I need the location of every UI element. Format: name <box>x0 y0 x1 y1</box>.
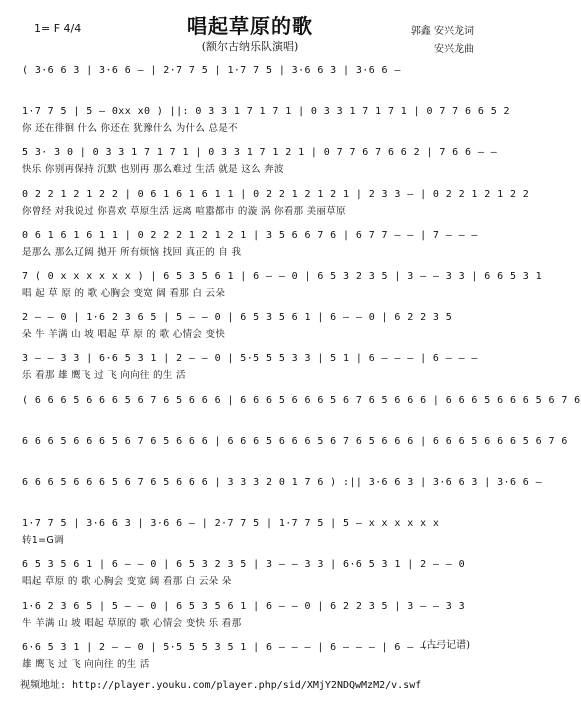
notation-line: ( 3·6 6 3 | 3·6 6 – | 2·7 7 5 | 1·7 7 5 | 3·6 6 3 | 3·6 6 – <box>22 65 401 76</box>
notation-line: 6 6 6 5 6 6 6 5 6 7 6 5 6 6 6 | 3 3 3 2 0 1 7 6 ) :|| 3·6 6 3 | 3·6 6 3 | 3·6 6 – <box>22 477 543 488</box>
lyric-line: 你曾经 对我说过 你喜欢 草原生活 远离 喧嚣都市 的漩 涡 你看那 美丽草原 <box>22 206 346 217</box>
notation-line: 1·6 2 3 6 5 | 5 – – 0 | 6 5 3 5 6 1 | 6 – – 0 | 6 2 2 3 5 | 3 – – 3 3 <box>22 601 466 612</box>
song-title: 唱起草原的歌 <box>187 14 313 38</box>
notation-line: 6 6 6 5 6 6 6 5 6 7 6 5 6 6 6 | 6 6 6 5 6 6 6 5 6 7 6 5 6 6 6 | 6 6 6 5 6 6 6 5 6 7 6 <box>22 436 568 447</box>
lyric-line: 是那么 那么辽阔 抛开 所有烦恼 找回 真正的 自 我 <box>22 247 242 258</box>
key-signature: 1= F 4/4 <box>34 22 82 35</box>
lyric-line: 快乐 你别再保持 沉默 也别再 那么难过 生活 就是 这么 奔波 <box>22 164 284 175</box>
lyric-line: 乐 看那 雄 鹰飞 过 飞 向向往 的生 活 <box>22 370 186 381</box>
notation-line: 1·7 7 5 | 5 – 0xx x0 ) ||: 0 3 3 1 7 1 7 1 | 0 3 3 1 7 1 7 1 | 0 7 7 6 6 5 2 <box>22 106 510 117</box>
lyric-line: 转1=G调 <box>22 535 64 546</box>
notation-line: 5 3· 3 0 | 0 3 3 1 7 1 7 1 | 0 3 3 1 7 1 2 1 | 0 7 7 6 7 6 6 2 | 7 6 6 – – <box>22 147 498 158</box>
lyricist-credit: 郭鑫 安兴龙词 <box>410 26 474 37</box>
notation-line: 1·7 7 5 | 3·6 6 3 | 3·6 6 – | 2·7 7 5 | 1·7 7 5 | 5 – x x x x x x <box>22 518 440 529</box>
lyric-line: 唱 起 草 原 的 歌 心胸会 变宽 阔 看那 白 云朵 <box>22 288 226 299</box>
notation-line: 3 – – 3 3 | 6·6 5 3 1 | 2 – – 0 | 5·5 5 5 3 3 | 5 1 | 6 – – – | 6 – – – <box>22 353 478 364</box>
notation-line: 6·6 5 3 1 | 2 – – 0 | 5·5 5 5 3 5 1 | 6 – – – | 6 – – – | 6 – – – <box>22 642 440 653</box>
song-subtitle: (额尔古纳乐队演唱) <box>201 40 299 53</box>
lyric-line: 朵 牛 羊满 山 坡 唱起 草 原 的 歌 心情会 变快 <box>22 329 226 340</box>
notation-line: ( 6 6 6 5 6 6 6 5 6 7 6 5 6 6 6 | 6 6 6 5 6 6 6 5 6 7 6 5 6 6 6 | 6 6 6 5 6 6 6 5 6 7 6 <box>22 395 581 406</box>
notation-line: 0 2 2 1 2 1 2 2 | 0 6 1 6 1 6 1 1 | 0 2 2 1 2 1 2 1 | 2 3 3 – | 0 2 2 1 2 1 2 2 <box>22 189 530 200</box>
notation-line: 2 – – 0 | 1·6 2 3 6 5 | 5 – – 0 | 6 5 3 5 6 1 | 6 – – 0 | 6 2 2 3 5 <box>22 312 453 323</box>
notation-line: 6 5 3 5 6 1 | 6 – – 0 | 6 5 3 2 3 5 | 3 – – 3 3 | 6·6 5 3 1 | 2 – – 0 <box>22 559 466 570</box>
video-link: 视频地址: http://player.youku.com/player.php/sid/XMjY2NDQwMzM2/v.swf <box>20 680 422 691</box>
lyric-line: 牛 羊满 山 坡 唱起 草原的 歌 心情会 变快 乐 看那 <box>22 618 242 629</box>
lyric-line: 你 还在徘徊 什么 你还在 犹豫什么 为什么 总是不 <box>22 123 238 134</box>
composer-credit: 安兴龙曲 <box>434 44 474 55</box>
notation-line: 0 6 1 6 1 6 1 1 | 0 2 2 2 1 2 1 2 1 | 3 5 6 6 7 6 | 6 7 7 – – | 7 – – – <box>22 230 478 241</box>
notation-line: 7 ( 0 x x x x x x ) | 6 5 3 5 6 1 | 6 – – 0 | 6 5 3 2 3 5 | 3 – – 3 3 | 6 6 5 3 1 <box>22 271 543 282</box>
lyric-line: 唱起 草原 的 歌 心胸会 变宽 阔 看那 白 云朵 朵 <box>22 576 232 587</box>
lyric-line: 雄 鹰飞 过 飞 向向往 的生 活 <box>22 659 150 670</box>
recorder-credit: (古弓记谱) <box>422 640 470 651</box>
